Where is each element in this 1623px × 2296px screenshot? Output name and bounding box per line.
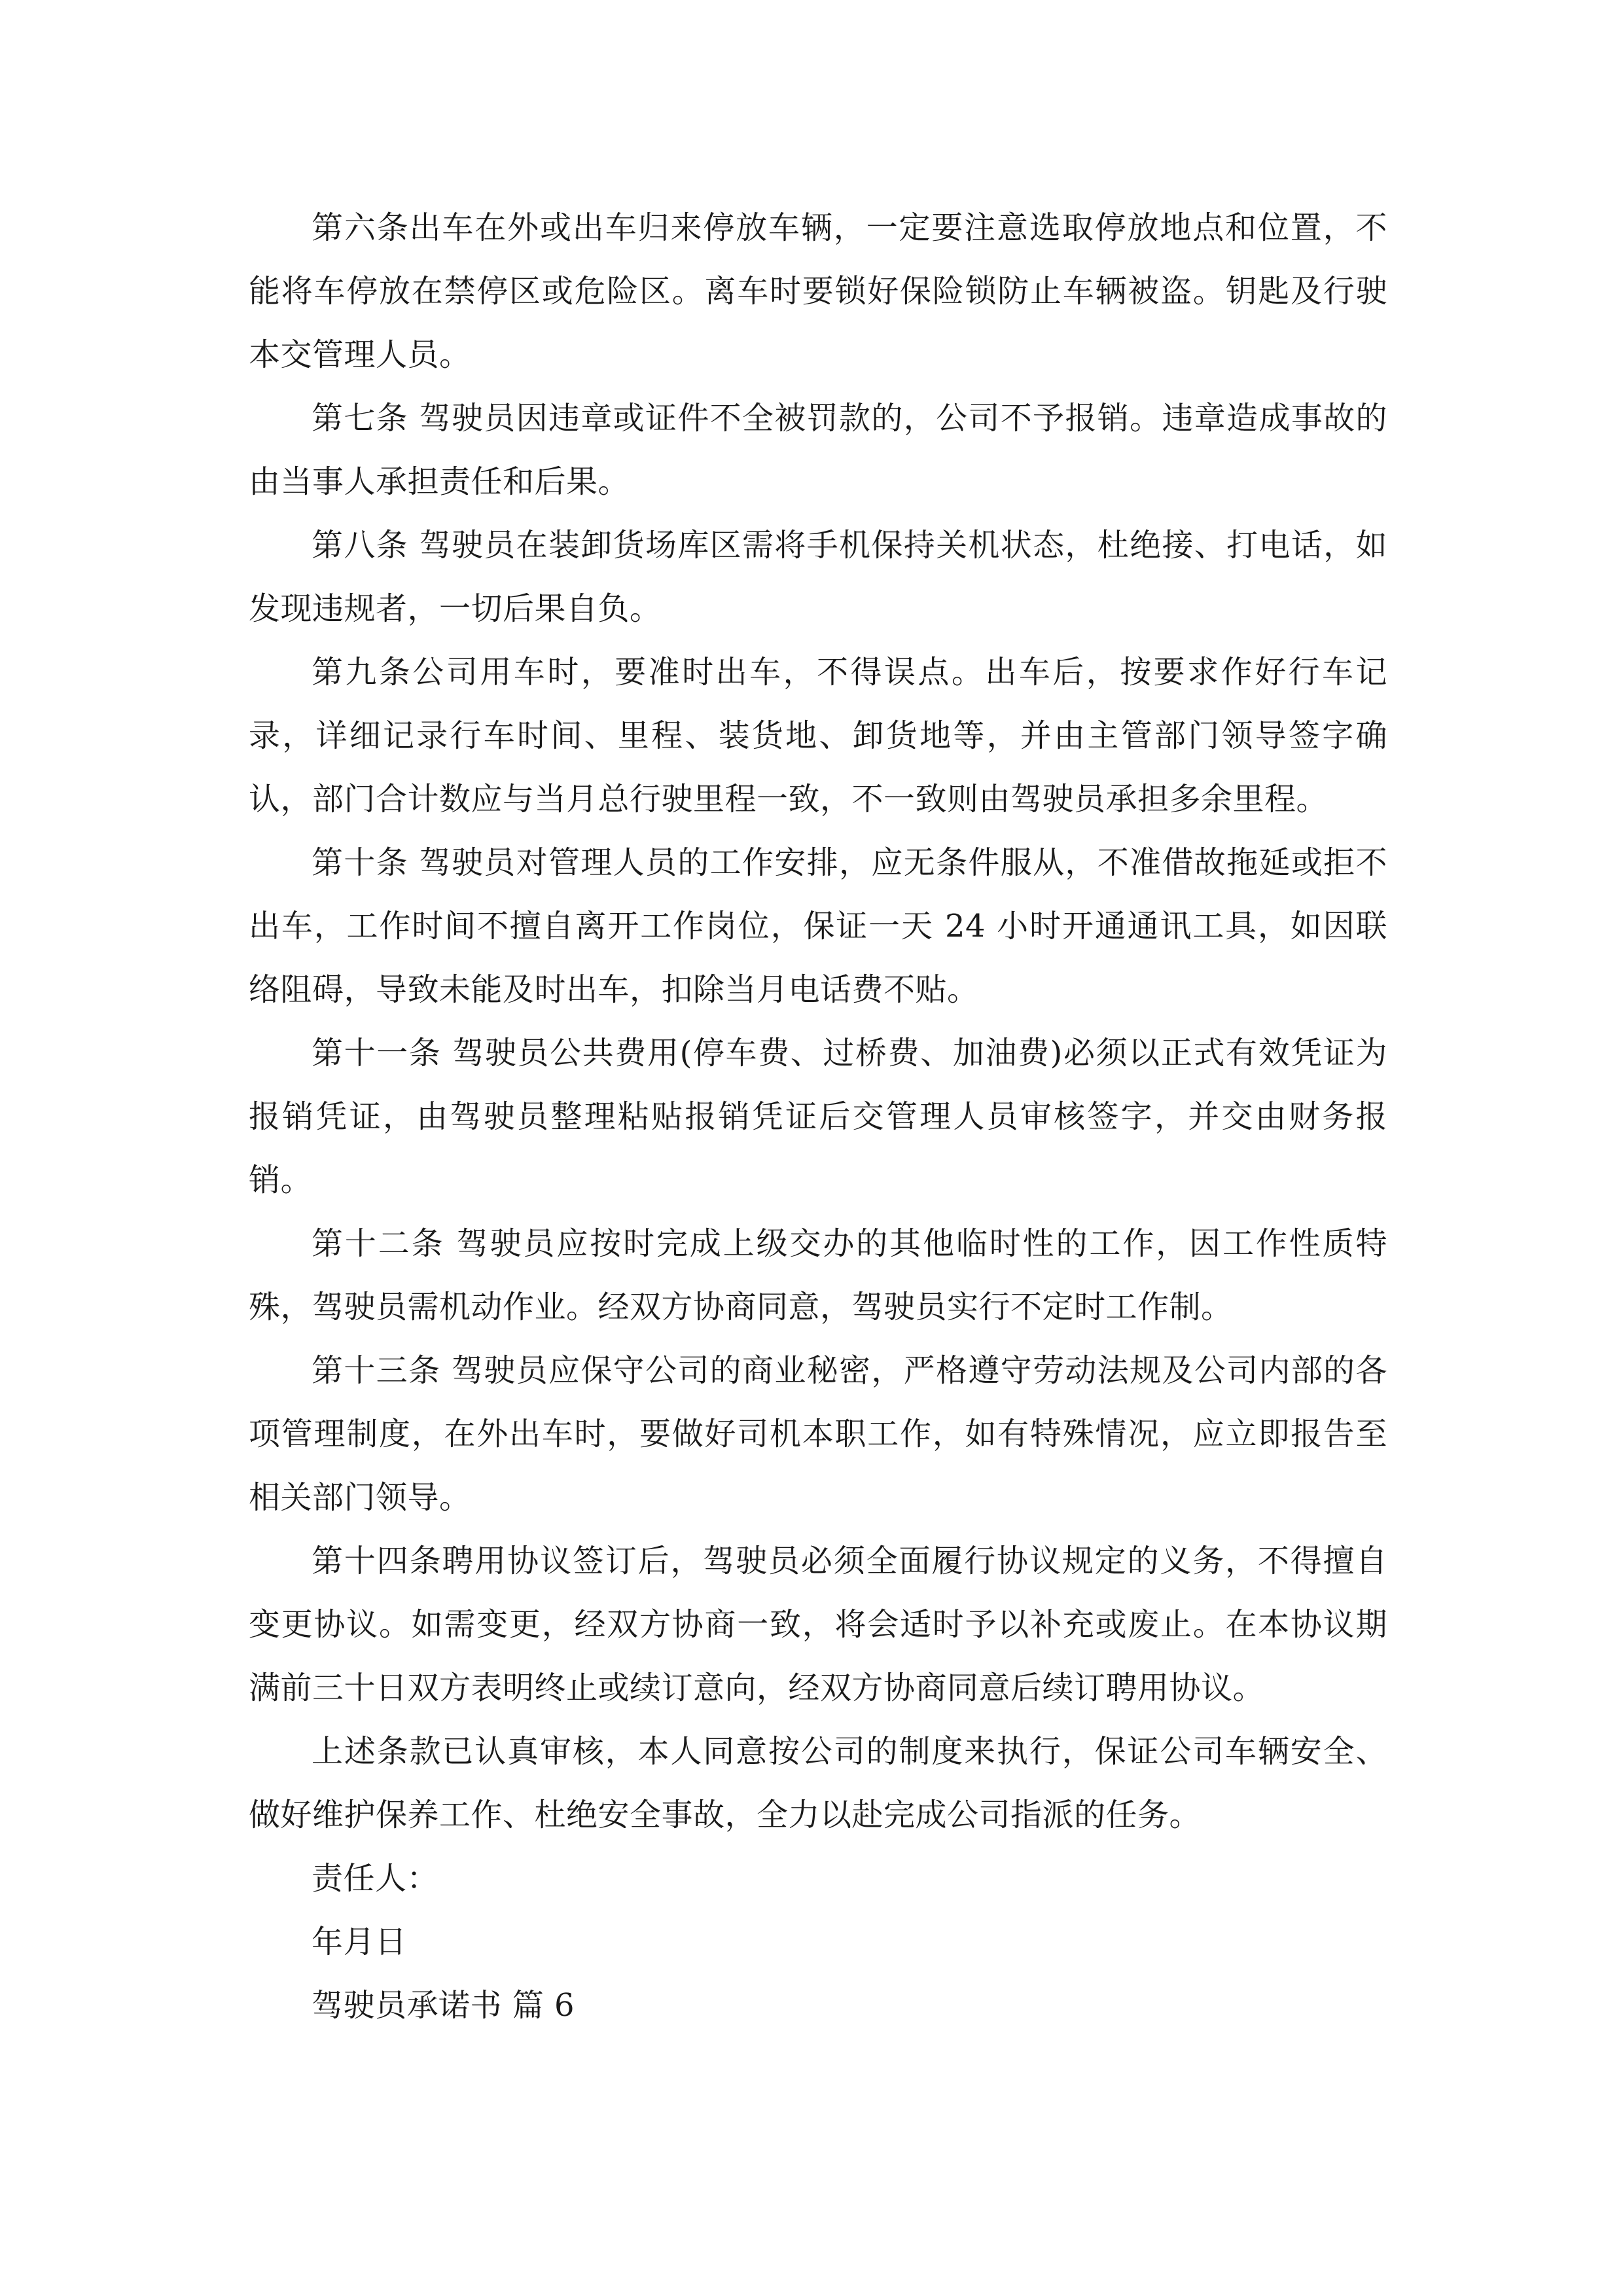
confirmation-paragraph: 上述条款已认真审核，本人同意按公司的制度来执行，保证公司车辆安全、做好维护保养工作、杜绝安全事故，全力以赴完成公司指派的任务。	[249, 1733, 1387, 1833]
article-14-paragraph: 第十四条聘用协议签订后，驾驶员必须全面履行协议规定的义务，不得擅自变更协议。如需变更，经双方协商一致，将会适时予以补充或废止。在本协议期满前三十日双方表明终止或续订意向，经双方协商同意后续订聘用协议。	[249, 1543, 1387, 1706]
article-6-paragraph: 第六条出车在外或出车归来停放车辆，一定要注意选取停放地点和位置，不能将车停放在禁停区或危险区。离车时要锁好保险锁防止车辆被盗。钥匙及行驶本交管理人员。	[249, 209, 1387, 373]
article-11-paragraph: 第十一条 驾驶员公共费用(停车费、过桥费、加油费)必须以正式有效凭证为报销凭证，由驾驶员整理粘贴报销凭证后交管理人员审核签字，并交由财务报销。	[249, 1035, 1387, 1198]
article-10-paragraph: 第十条 驾驶员对管理人员的工作安排，应无条件服从，不准借故拖延或拒不出车，工作时间不擅自离开工作岗位，保证一天 24 小时开通通讯工具，如因联络阻碍，导致未能及时出车，扣除当月电话费不贴。	[249, 844, 1387, 1008]
document-body	[249, 196, 1387, 2037]
section-heading: 驾驶员承诺书 篇 6	[312, 1987, 575, 2024]
article-13-paragraph: 第十三条 驾驶员应保守公司的商业秘密，严格遵守劳动法规及公司内部的各项管理制度，在外出车时，要做好司机本职工作，如有特殊情况，应立即报告至相关部门领导。	[249, 1352, 1387, 1516]
responsible-person-label: 责任人：	[312, 1860, 439, 1897]
article-9-paragraph: 第九条公司用车时，要准时出车，不得误点。出车后，按要求作好行车记录，详细记录行车时间、里程、装货地、卸货地等，并由主管部门领导签字确认，部门合计数应与当月总行驶里程一致，不一致则由驾驶员承担多余里程。	[249, 654, 1387, 817]
article-8-paragraph: 第八条 驾驶员在装卸货场库区需将手机保持关机状态，杜绝接、打电话，如发现违规者，一切后果自负。	[249, 527, 1387, 627]
date-label: 年月日	[312, 1924, 407, 1960]
article-12-paragraph: 第十二条 驾驶员应按时完成上级交办的其他临时性的工作，因工作性质特殊，驾驶员需机动作业。经双方协商同意，驾驶员实行不定时工作制。	[249, 1225, 1387, 1325]
article-7-paragraph: 第七条 驾驶员因违章或证件不全被罚款的，公司不予报销。违章造成事故的由当事人承担责任和后果。	[249, 400, 1387, 500]
